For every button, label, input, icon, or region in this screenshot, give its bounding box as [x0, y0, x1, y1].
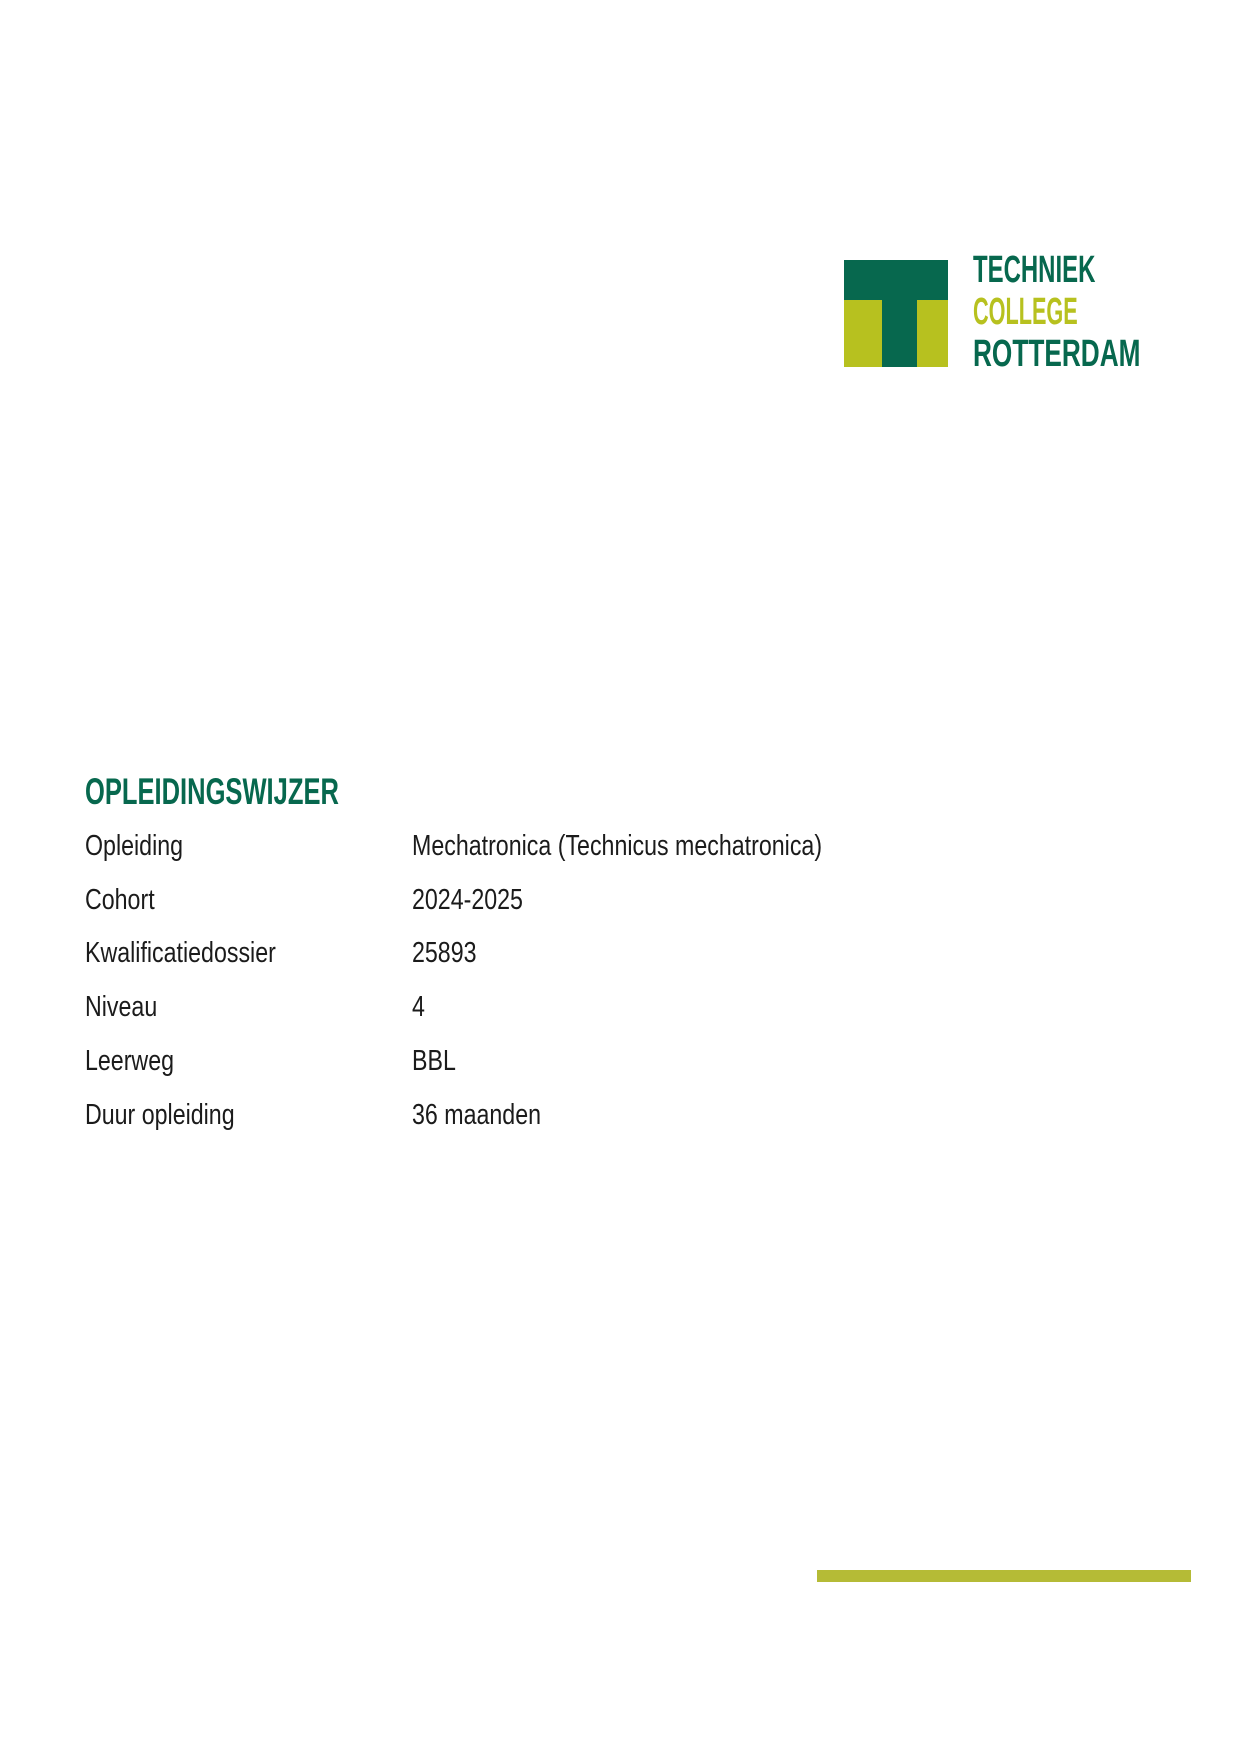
row-value: 36 maanden: [412, 1099, 541, 1131]
techniek-college-rotterdam-logo: [844, 249, 1144, 375]
row-label: Kwalificatiedossier: [85, 937, 276, 969]
logo-text-college: COLLEGE: [973, 291, 1078, 333]
row-value: 4: [412, 991, 425, 1023]
row-label: Opleiding: [85, 830, 184, 862]
row-label: Niveau: [85, 991, 158, 1023]
row-value: Mechatronica (Technicus mechatronica): [412, 830, 823, 862]
logo-t-mark-icon: [844, 260, 948, 367]
row-label: Leerweg: [85, 1045, 174, 1077]
footer-accent-bar: [817, 1570, 1191, 1582]
logo-text-rotterdam: ROTTERDAM: [973, 333, 1141, 375]
logo-t-crossbar: [844, 260, 948, 300]
logo-lime-block-left: [844, 300, 882, 367]
row-value: 25893: [412, 937, 477, 969]
page-title: OPLEIDINGSWIJZER: [85, 771, 339, 812]
logo-t-stem: [882, 300, 917, 367]
logo-wordmark: [973, 249, 1233, 375]
logo-lime-block-right: [917, 300, 948, 367]
row-value: BBL: [412, 1045, 456, 1077]
logo-text-techniek: TECHNIEK: [973, 249, 1096, 291]
row-label: Duur opleiding: [85, 1099, 235, 1131]
row-label: Cohort: [85, 884, 155, 916]
row-value: 2024-2025: [412, 884, 523, 916]
